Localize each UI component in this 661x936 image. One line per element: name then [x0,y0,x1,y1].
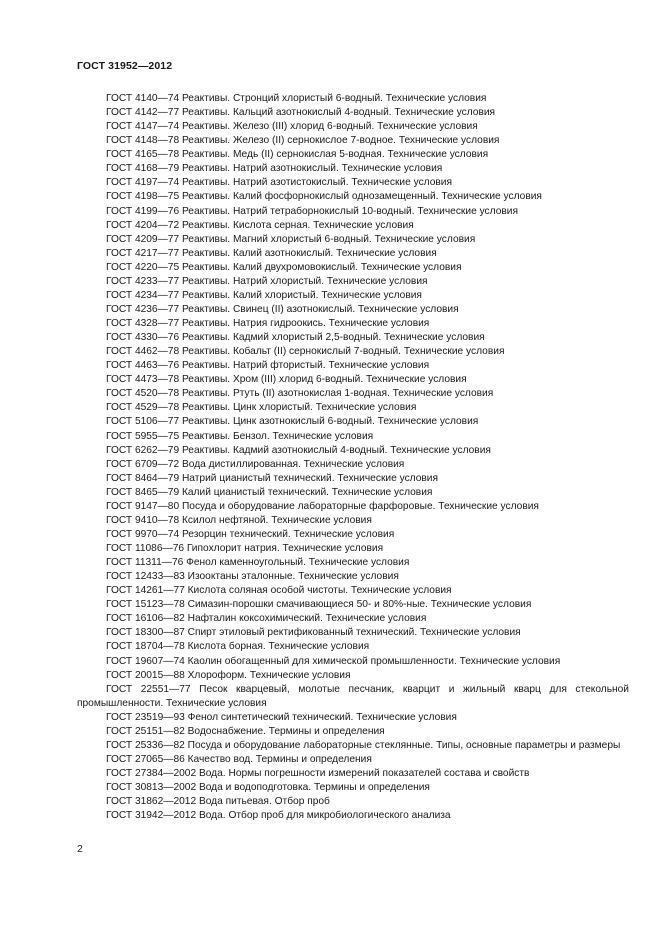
reference-entry: ГОСТ 18704—78 Кислота борная. Технические условия [106,641,370,653]
reference-entry: ГОСТ 6709—72 Вода дистиллированная. Технические условия [106,458,405,470]
reference-entry: ГОСТ 4330—76 Реактивы. Кадмий хлористый 2,5-водный. Технические условия [106,332,485,344]
reference-entry: ГОСТ 4328—77 Реактивы. Натрия гидроокись. Технические условия [106,318,430,329]
reference-entry: ГОСТ 19607—74 Каолин обогащенный для химической промышленности. Технические условия [106,655,561,667]
reference-entry: ГОСТ 31942—2012 Вода. Отбор проб для микробиологического анализа [106,810,451,822]
reference-entry: ГОСТ 27384—2002 Вода. Нормы погрешности измерений показателей состава и свойств [106,768,530,779]
reference-entry: ГОСТ 6262—79 Реактивы. Кадмий азотнокислый 4-водный. Технические условия [106,444,491,456]
reference-entry: ГОСТ 14261—77 Кислота соляная особой чистоты. Технические условия [106,585,452,597]
reference-entry: ГОСТ 27065—86 Качество вод. Термины и определения [106,753,372,765]
reference-entry: ГОСТ 23519—93 Фенол синтетический технический. Технические условия [106,711,457,723]
reference-entry: ГОСТ 4165—78 Реактивы. Медь (II) сернокислая 5-водная. Технические условия [106,149,489,161]
reference-entry: ГОСТ 8464—79 Натрий цианистый технический. Технические условия [106,472,439,484]
document-header: ГОСТ 31952—2012 [77,60,173,72]
reference-entry: ГОСТ 9970—74 Резорцин технический. Технические условия [106,528,395,540]
reference-entry: ГОСТ 4234—77 Реактивы. Калий хлористый. Технические условия [106,289,422,301]
reference-entry: ГОСТ 12433—83 Изооктаны эталонные. Технические условия [106,571,399,583]
reference-entry: ГОСТ 4199—76 Реактивы. Натрий тетраборнокислый 10-водный. Технические условия [106,205,518,217]
page-number: 2 [77,843,83,855]
reference-entry: ГОСТ 18300—87 Спирт этиловый ректификованный технический. Технические условия [106,627,521,639]
reference-entry: ГОСТ 4147—74 Реактивы. Железо (III) хлорид 6-водный. Технические условия [106,121,478,133]
reference-entry: ГОСТ 9147—80 Посуда и оборудование лабораторные фарфоровые. Технические условия [106,500,539,512]
reference-entry: ГОСТ 4463—76 Реактивы. Натрий фтористый. Технические условия [106,360,430,372]
reference-entry: ГОСТ 4233—77 Реактивы. Натрий хлористый. Технические условия [106,275,428,287]
reference-entry: ГОСТ 4142—77 Реактивы. Кальций азотнокислый 4-водный. Технические условия [106,107,496,119]
reference-entry: ГОСТ 11311—76 Фенол каменноугольный. Технические условия [106,557,410,569]
reference-entry: ГОСТ 20015—88 Хлороформ. Технические условия [106,669,351,681]
reference-entry: ГОСТ 4520—78 Реактивы. Ртуть (II) азотнокислая 1-водная. Технические условия [106,388,494,400]
reference-entry: ГОСТ 4148—78 Реактивы. Железо (II) сернокислое 7-водное. Технические условия [106,135,500,147]
reference-entry: ГОСТ 4209—77 Реактивы. Магний хлористый 6-водный. Технические условия [106,233,476,245]
reference-entry: ГОСТ 25336—82 Посуда и оборудование лабораторные стеклянные. Типы, основные параметры и размеры [106,739,621,751]
reference-entry: ГОСТ 4140—74 Реактивы. Стронций хлористый 6-водный. Технические условия [106,93,487,104]
reference-entry: ГОСТ 4529—78 Реактивы. Цинк хлористый. Технические условия [106,402,417,414]
reference-entry: ГОСТ 31862—2012 Вода питьевая. Отбор проб [106,796,330,808]
reference-entry: ГОСТ 4198—75 Реактивы. Калий фосфорнокислый однозамещенный. Технические условия [106,191,542,203]
reference-entry: ГОСТ 25151—82 Водоснабжение. Термины и определения [106,725,385,737]
reference-entry: ГОСТ 5106—77 Реактивы. Цинк азотнокислый 6-водный. Технические условия [106,416,479,428]
reference-entry: ГОСТ 15123—78 Симазин-порошки смачивающиеся 50- и 80%-ные. Технические условия [106,599,532,611]
reference-entry: ГОСТ 8465—79 Калий цианистый технический. Технические условия [106,486,433,498]
reference-entry: ГОСТ 4217—77 Реактивы. Калий азотнокислый. Технические условия [106,247,437,259]
reference-entry: ГОСТ 9410—78 Ксилол нефтяной. Технические условия [106,514,372,526]
reference-entry: ГОСТ 16106—82 Нафталин коксохимический. Технические условия [106,613,427,625]
reference-entry: ГОСТ 22551—77 Песок кварцевый, молотые песчаник, кварцит и жильный кварц для стекольной промышленности. Технические условия [77,683,629,709]
reference-entry: ГОСТ 4236—77 Реактивы. Свинец (II) азотнокислый. Технические условия [106,303,459,315]
reference-entry: ГОСТ 4197—74 Реактивы. Натрий азотистокислый. Технические условия [106,177,453,189]
reference-entry: ГОСТ 30813—2002 Вода и водоподготовка. Термины и определения [106,782,430,794]
reference-entry: ГОСТ 11086—76 Гипохлорит натрия. Технические условия [106,543,384,554]
reference-entry: ГОСТ 4204—72 Реактивы. Кислота серная. Технические условия [106,219,414,231]
reference-entry: ГОСТ 4168—79 Реактивы. Натрий азотнокислый. Технические условия [106,163,443,175]
reference-entry: ГОСТ 4462—78 Реактивы. Кобальт (II) сернокислый 7-водный. Технические условия [106,346,505,358]
reference-entry: ГОСТ 5955—75 Реактивы. Бензол. Технические условия [106,430,374,442]
normative-references-list [77,92,629,823]
reference-entry: ГОСТ 4220—75 Реактивы. Калий двухромовокислый. Технические условия [106,261,462,273]
reference-entry: ГОСТ 4473—78 Реактивы. Хром (III) хлорид 6-водный. Технические условия [106,374,467,386]
